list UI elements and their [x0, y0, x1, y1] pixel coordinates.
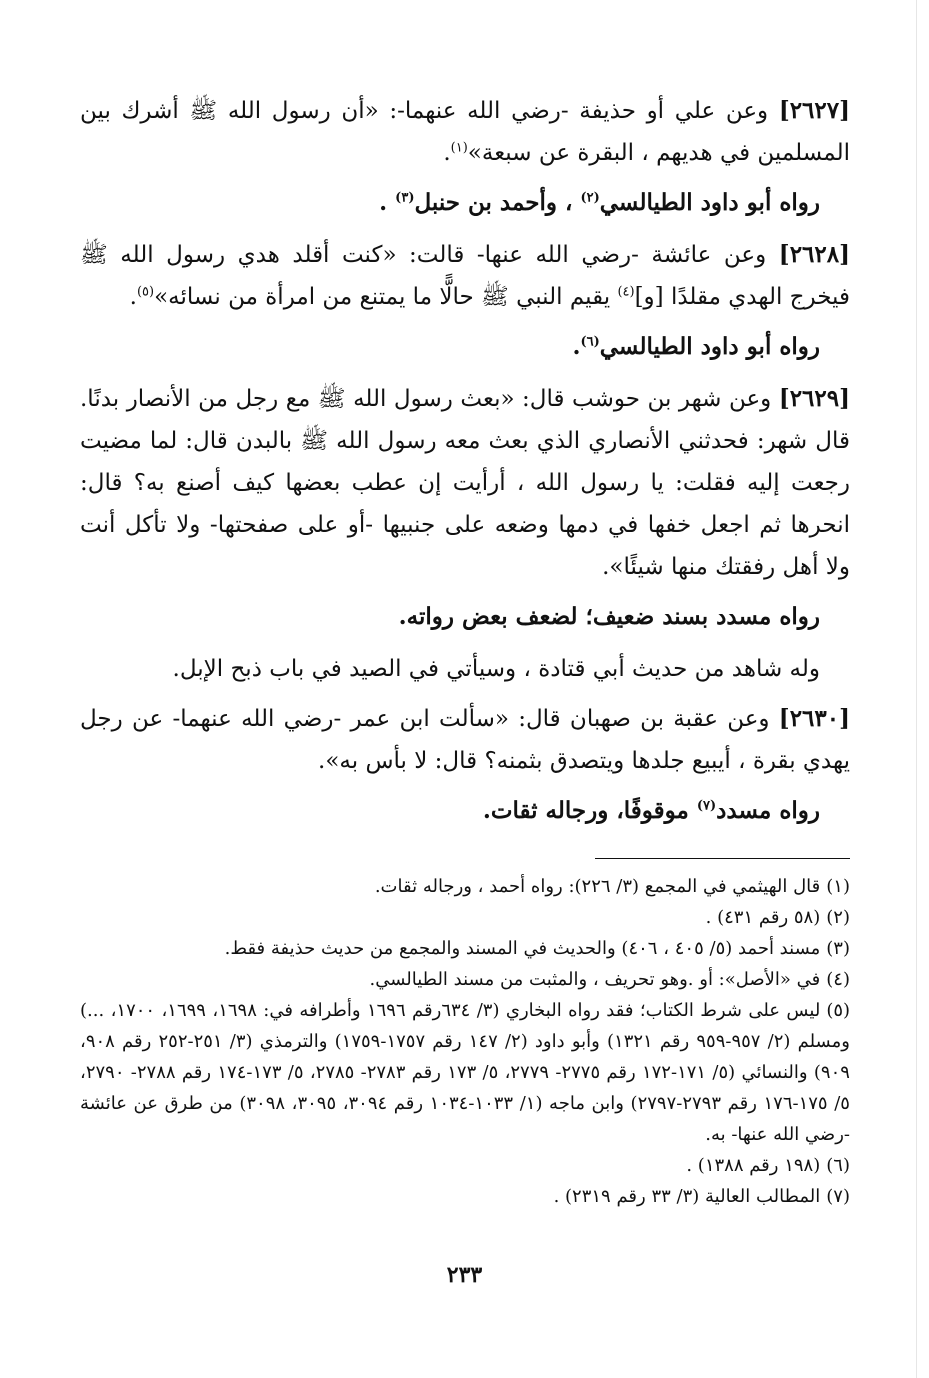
hadith-2629 — [80, 378, 850, 588]
footnote-ref: (٢) — [580, 190, 600, 206]
footnote-ref: (٥) — [136, 284, 155, 300]
footnote-separator — [595, 858, 850, 859]
footnote-5 — [80, 995, 850, 1150]
footnote-ref: (٦) — [580, 334, 600, 350]
hadith-number: [٢٦٢٧] — [778, 97, 851, 124]
footnote-number: (٥) — [826, 1000, 851, 1021]
footnote-number: (٢) — [826, 907, 850, 928]
footnote-text: (٥٨ رقم ٤٣١) . — [705, 907, 821, 928]
footnote-number: (٧) — [826, 1186, 850, 1207]
riwaya-text: رواه أبو داود الطيالسي — [599, 189, 820, 216]
riwaya-end: . — [379, 189, 388, 216]
footnotes — [80, 871, 850, 1212]
hadith-end: . — [443, 140, 451, 166]
hadith-text: وعن علي أو حذيفة -رضي الله عنهما-: «أن رسول الله ﷺ أشرك بين المسلمين في هديهم ، البقرة عن سبعة» — [80, 98, 850, 166]
hadith-number: [٢٦٢٩] — [778, 385, 851, 412]
footnote-number: (٦) — [826, 1155, 850, 1176]
footnote-ref: (٤) — [617, 284, 635, 300]
footnote-text: مسند أحمد (٥/ ٤٠٥ ، ٤٠٦) والحديث في المسند والمجمع من حديث حذيفة فقط. — [224, 938, 821, 959]
hadith-end: . — [129, 284, 137, 310]
footnote-2 — [80, 902, 850, 933]
riwaya-text: ، وأحمد بن حنبل — [414, 189, 573, 216]
footnote-4 — [80, 964, 850, 995]
hadith-number: [٢٦٣٠] — [778, 705, 850, 732]
hadith-2628 — [80, 234, 850, 318]
riwaya-text: رواه أبو داود الطيالسي — [599, 333, 820, 360]
footnote-text: المطالب العالية (٣/ ٣٣ رقم ٢٣١٩) . — [553, 1186, 821, 1207]
riwaya-text: رواه مسدد — [716, 797, 820, 824]
footnote-1 — [80, 871, 850, 902]
riwaya-2630 — [80, 790, 820, 832]
riwaya-end: . — [572, 333, 581, 360]
riwaya-2628 — [80, 326, 820, 368]
riwaya-text: موقوفًا، ورجاله ثقات. — [482, 797, 689, 824]
footnote-number: (٣) — [826, 938, 850, 959]
riwaya-2629: رواه مسدد بسند ضعيف؛ لضعف بعض رواته. — [398, 603, 820, 630]
footnote-ref: (٧) — [696, 798, 717, 814]
footnote-text: (١٩٨ رقم ١٣٨٨) . — [686, 1155, 821, 1176]
hadith-text: وعن عقبة بن صهبان قال: «سألت ابن عمر -رضي الله عنهما- عن رجل يهدي بقرة ، أيبيع جلدها ويتصدق بثمنه؟ قال: لا بأس به». — [80, 706, 850, 774]
footnote-text: ليس على شرط الكتاب؛ فقد رواه البخاري (٣/ ٦٣٤رقم ١٦٩٦ وأطرافه في: ١٦٩٨، ١٦٩٩، ١٧٠٠، ...) ومسلم (٢/ ٩٥٧-٩٥٩ رقم ١٣٢١) وأبو داود (٢/ ١٤٧ رقم ١٧٥٧-١٧٥٩) والترمذي (٣/ ٢٥١-٢٥٢ رقم ٩٠٨، ٩٠٩) والنسائي (٥/ ١٧١-١٧٢ رقم ٢٧٧٥- ٢٧٧٩، ٥/ ١٧٣ رقم ٢٧٨٣- ٢٧٨٥، ٥/ ١٧٣-١٧٤ رقم ٢٧٨٨- ٢٧٩٠، ٥/ ١٧٥-١٧٦ رقم ٢٧٩٣-٢٧٩٧) وابن ماجه (١/ ١٠٣٣-١٠٣٤ رقم ٣٠٩٤، ٣٠٩٥، ٣٠٩٨) من طرق عن عائشة -رضي الله عنها- به. — [80, 1000, 850, 1145]
hadith-2630 — [80, 698, 850, 782]
shahid-2629: وله شاهد من حديث أبي قتادة ، وسيأتي في الصيد في باب ذبح الإبل. — [172, 656, 820, 682]
riwaya-2627 — [80, 182, 820, 224]
footnote-number: (١) — [826, 876, 850, 897]
footnote-ref: (١) — [450, 140, 468, 156]
hadith-2627 — [80, 90, 850, 174]
hadith-number: [٢٦٢٨] — [778, 241, 850, 268]
page-number: ٢٣٣ — [446, 1262, 483, 1288]
hadith-text: وعن شهر بن حوشب قال: «بعث رسول الله ﷺ مع رجل من الأنصار بدنًا. قال شهر: فحدثني الأنصاري الذي بعث معه رسول الله ﷺ بالبدن قال: لما مضيت رجعت إليه فقلت: يا رسول الله ، أرأيت إن عطب بعضها كيف أصنع به؟ قال: انحرها ثم اجعل خفها في دمها وضعه على جنبيها -أو على صفحتها- ولا تأكل أنت ولا أهل رفقتك منها شيئًا». — [80, 386, 850, 580]
footnote-number: (٤) — [826, 969, 850, 990]
footnote-ref: (٣) — [395, 190, 415, 206]
footnote-text: في «الأصل»: أو .وهو تحريف ، والمثبت من مسند الطيالسي. — [369, 969, 821, 990]
footnote-6 — [80, 1150, 850, 1181]
footnote-7 — [80, 1181, 850, 1212]
footnote-text: قال الهيثمي في المجمع (٣/ ٢٢٦): رواه أحمد ، ورجاله ثقات. — [374, 876, 821, 897]
footnote-3 — [80, 933, 850, 964]
page-edge-line — [916, 0, 917, 1378]
page-body — [80, 90, 850, 1212]
hadith-text: وعن عائشة -رضي الله عنها- قالت: «كنت أقلد هدي رسول الله ﷺ فيخرج الهدي مقلدًا [و] — [80, 242, 850, 310]
hadith-text: يقيم النبي ﷺ حالًّا ما يمتنع من امرأة من نسائه» — [154, 284, 611, 310]
